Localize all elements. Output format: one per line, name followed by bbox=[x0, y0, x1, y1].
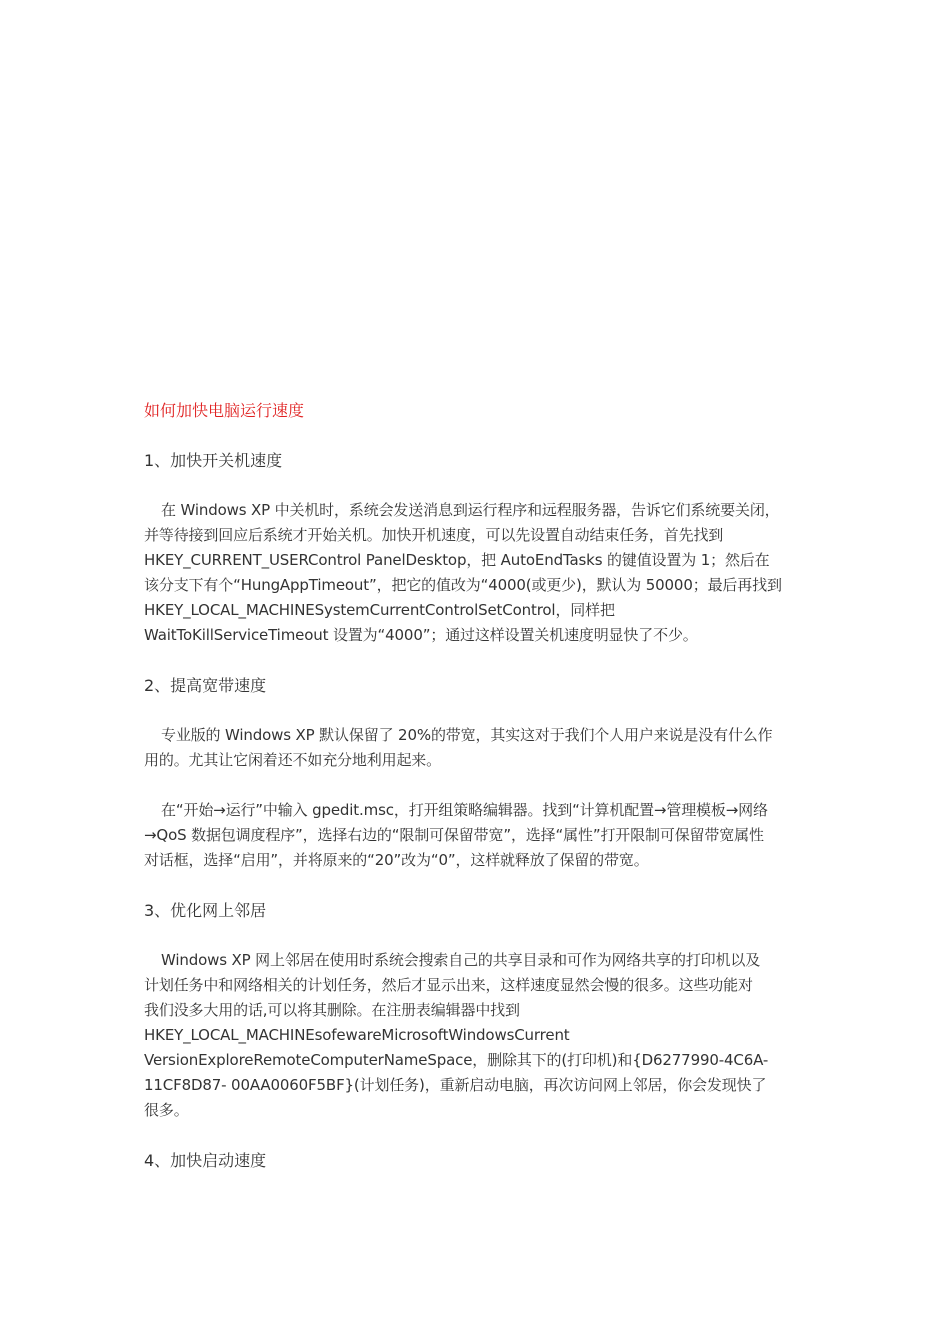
paragraph bbox=[144, 723, 814, 773]
section-heading: 2、提高宽带速度 bbox=[144, 676, 267, 695]
paragraph-line: VersionExploreRemoteComputerNameSpace，删除其下的(打印机)和{D6277990-4C6A- bbox=[144, 1051, 769, 1069]
paragraph-line: 11CF8D87- 00AA0060F5BF}(计划任务)，重新启动电脑，再次访问网上邻居，你会发现快了 bbox=[144, 1076, 767, 1094]
paragraph-line: HKEY_LOCAL_MACHINEsofewareMicrosoftWindowsCurrent bbox=[144, 1026, 570, 1044]
paragraph-line: Windows XP 网上邻居在使用时系统会搜索自己的共享目录和可作为网络共享的打印机以及 bbox=[161, 951, 761, 969]
paragraph-line: 专业版的 Windows XP 默认保留了 20%的带宽，其实这对于我们个人用户来说是没有什么作 bbox=[161, 726, 773, 744]
paragraph-line: WaitToKillServiceTimeout 设置为“4000”；通过这样设置关机速度明显快了不少。 bbox=[144, 626, 698, 644]
paragraph-line: 很多。 bbox=[144, 1101, 189, 1119]
section-heading: 1、加快开关机速度 bbox=[144, 451, 283, 470]
paragraph bbox=[144, 948, 814, 1123]
paragraph-line: 对话框，选择“启用”，并将原来的“20”改为“0”，这样就释放了保留的带宽。 bbox=[144, 851, 649, 869]
paragraph-line: →QoS 数据包调度程序”，选择右边的“限制可保留带宽”，选择“属性”打开限制可保留带宽属性 bbox=[144, 826, 764, 844]
paragraph-line: 在 Windows XP 中关机时，系统会发送消息到运行程序和远程服务器，告诉它们系统要关闭， bbox=[161, 501, 780, 519]
section-heading: 4、加快启动速度 bbox=[144, 1151, 267, 1170]
paragraph bbox=[144, 498, 814, 648]
paragraph-line: 用的。尤其让它闲着还不如充分地利用起来。 bbox=[144, 751, 442, 769]
paragraph-line: HKEY_CURRENT_USERControl PanelDesktop，把 AutoEndTasks 的键值设置为 1；然后在 bbox=[144, 551, 770, 569]
document-title: 如何加快电脑运行速度 bbox=[144, 401, 305, 420]
paragraph-line: 我们没多大用的话,可以将其删除。在注册表编辑器中找到 bbox=[144, 1001, 520, 1019]
document-page bbox=[144, 398, 814, 1198]
paragraph-line: HKEY_LOCAL_MACHINESystemCurrentControlSetControl，同样把 bbox=[144, 601, 615, 619]
paragraph-line: 在“开始→运行”中输入 gpedit.msc，打开组策略编辑器。找到“计算机配置→管理模板→网络 bbox=[161, 801, 768, 819]
section-heading: 3、优化网上邻居 bbox=[144, 901, 267, 920]
paragraph-line: 并等待接到回应后系统才开始关机。加快开机速度，可以先设置自动结束任务，首先找到 bbox=[144, 526, 724, 544]
document-body bbox=[144, 448, 814, 1173]
paragraph-line: 计划任务中和网络相关的计划任务，然后才显示出来，这样速度显然会慢的很多。这些功能对 bbox=[144, 976, 753, 994]
paragraph bbox=[144, 798, 814, 873]
paragraph-line: 该分支下有个“HungAppTimeout”，把它的值改为“4000(或更少)，默认为 50000；最后再找到 bbox=[144, 576, 782, 594]
